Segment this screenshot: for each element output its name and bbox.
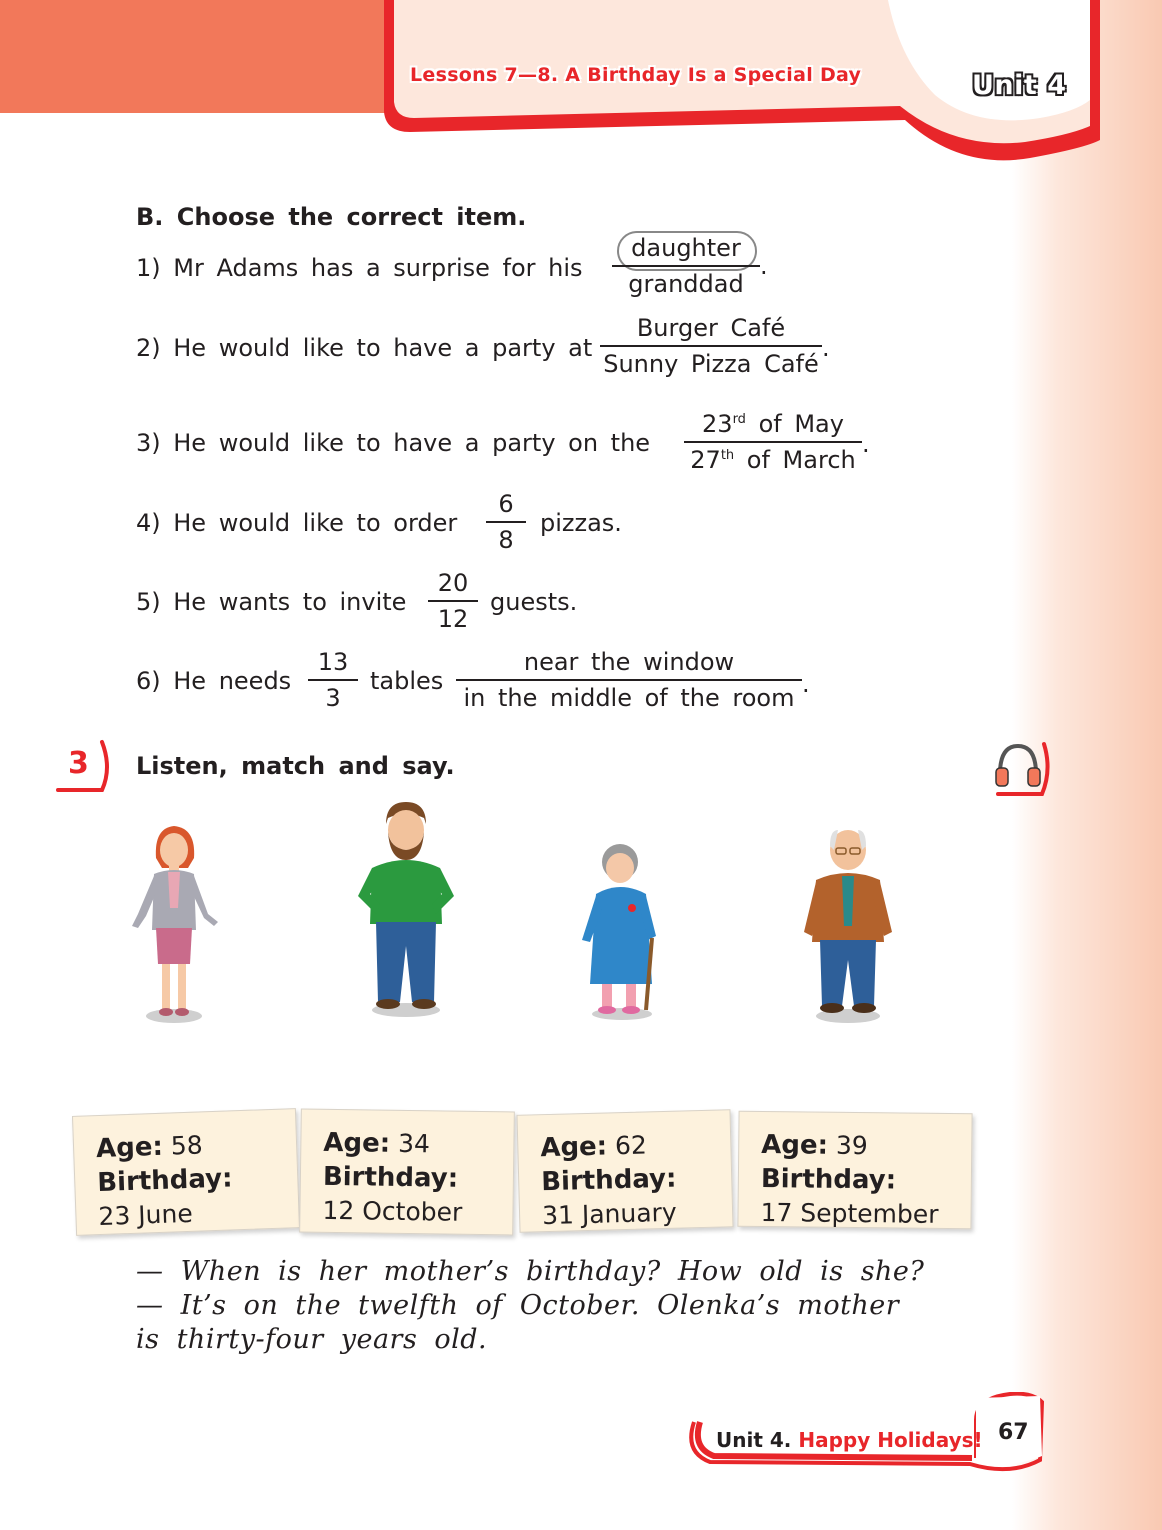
item-1-prefix: 1) Mr Adams has a surprise for his	[136, 254, 583, 282]
lesson-title: Lessons 7—8. A Birthday Is a Special Day	[410, 64, 862, 86]
birthday-day: 31	[541, 1200, 575, 1231]
birthday-month: June	[137, 1198, 194, 1230]
dialog-line-1: — When is her mother’s birthday? How old is she?	[136, 1256, 925, 1287]
item-5-option-top[interactable]: 20	[437, 569, 469, 597]
birthday-month: January	[581, 1197, 678, 1230]
info-card-1[interactable]	[72, 1108, 300, 1236]
task-number: 3	[68, 746, 89, 781]
exercise-b-instruction: B. Choose the correct item.	[136, 203, 527, 231]
item-6-middle: tables	[370, 667, 444, 695]
item-4-option-bottom[interactable]: 8	[498, 526, 514, 554]
birthday-label: Birthday:	[760, 1164, 897, 1196]
birthday-day: 17	[760, 1198, 793, 1228]
item-5-suffix: guests.	[490, 588, 578, 616]
item-2-option-bottom[interactable]: Sunny Pizza Café	[603, 350, 819, 378]
info-card-2[interactable]	[299, 1109, 515, 1236]
item-3-prefix: 3) He would like to have a party on the	[136, 429, 651, 457]
item-6-place-options	[456, 648, 802, 712]
item-6-option-bottom[interactable]: 3	[325, 684, 341, 712]
unit-label: Unit 4	[972, 70, 1067, 101]
item-6-option-top2[interactable]: near the window	[523, 648, 735, 676]
birthday-day: 12	[322, 1195, 355, 1226]
birthday-day: 23	[97, 1200, 131, 1232]
woman-figure	[124, 818, 224, 1028]
birthday-label: Birthday:	[96, 1163, 233, 1199]
grandfather-figure	[798, 820, 900, 1026]
item-2-period: .	[822, 334, 830, 362]
item-6-prefix: 6) He needs	[136, 667, 292, 695]
item-2-option-top[interactable]: Burger Café	[636, 314, 786, 342]
item-2-prefix: 2) He would like to have a party at	[136, 334, 593, 362]
item-6-option-top[interactable]: 13	[317, 648, 349, 676]
item-1-options	[612, 234, 760, 298]
info-card-3[interactable]	[516, 1109, 733, 1233]
item-3-options	[684, 410, 862, 474]
item-4-prefix: 4) He would like to order	[136, 509, 458, 537]
headphones-icon[interactable]	[990, 738, 1050, 800]
age-value: 39	[835, 1130, 868, 1161]
item-3-period: .	[862, 430, 870, 458]
item-1-option-bottom[interactable]: granddad	[628, 270, 744, 298]
birthday-month: September	[800, 1198, 939, 1229]
grandmother-figure	[574, 838, 674, 1024]
item-4-option-top[interactable]: 6	[498, 490, 514, 518]
item-4-options	[486, 490, 526, 554]
item-5-prefix: 5) He wants to invite	[136, 588, 407, 616]
birthday-label: Birthday:	[322, 1161, 459, 1194]
age-label: Age:	[761, 1130, 829, 1161]
footer-title: Unit 4. Happy Holidays!	[716, 1428, 983, 1452]
page-number: 67	[998, 1420, 1029, 1445]
item-2-options	[600, 314, 822, 378]
dialog-line-3: is thirty-four years old.	[136, 1324, 488, 1355]
item-3-option-bottom[interactable]: 27th of March	[690, 446, 856, 474]
task-3-instruction: Listen, match and say.	[136, 752, 455, 780]
item-4-suffix: pizzas.	[540, 509, 622, 537]
birthday-month: October	[362, 1196, 463, 1227]
item-3-option-top[interactable]: 23rd of May	[702, 410, 844, 438]
dialog-line-2: — It’s on the twelfth of October. Olenka’s mother	[136, 1290, 900, 1321]
item-6-period: .	[802, 670, 810, 698]
age-value: 58	[170, 1130, 204, 1161]
item-1-period: .	[760, 252, 768, 280]
item-6-count-options	[308, 648, 358, 712]
man-figure	[350, 796, 462, 1022]
age-label: Age:	[95, 1131, 164, 1165]
item-1-option-top[interactable]: daughter	[631, 234, 741, 262]
item-5-options	[428, 569, 478, 633]
info-card-4[interactable]	[737, 1111, 972, 1229]
birthday-label: Birthday:	[540, 1163, 677, 1198]
age-value: 62	[614, 1130, 648, 1161]
item-5-option-bottom[interactable]: 12	[437, 605, 469, 633]
item-6-option-bottom2[interactable]: in the middle of the room	[463, 684, 795, 712]
age-value: 34	[397, 1128, 431, 1159]
age-label: Age:	[323, 1127, 391, 1159]
age-label: Age:	[539, 1131, 608, 1164]
